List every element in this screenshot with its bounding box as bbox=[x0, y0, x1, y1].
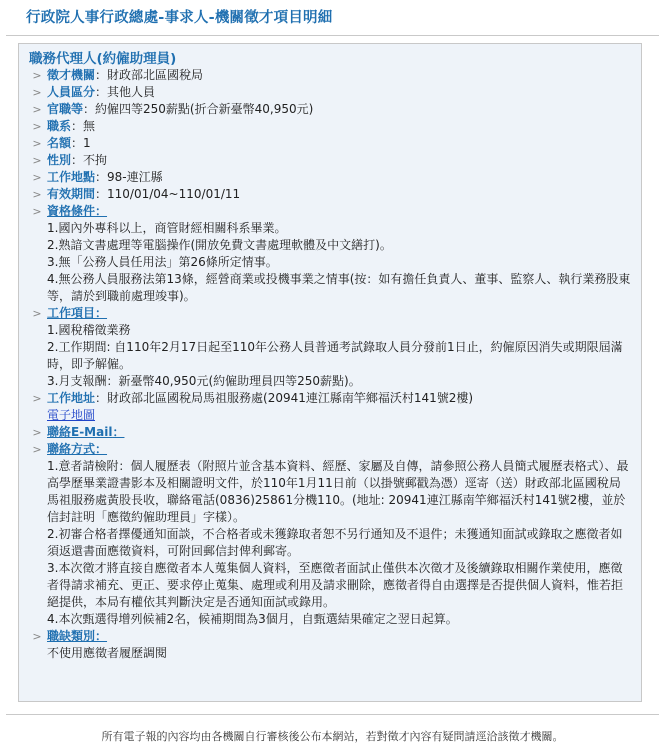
vacancy-type-header: > 職缺類別 ： bbox=[27, 628, 631, 645]
field-gender: > 性別 ： 不拘 bbox=[27, 152, 631, 169]
field-value: 無 bbox=[83, 119, 96, 133]
field-rank: > 官職等 ： 約僱四等250薪點(折合新臺幣40,950元) bbox=[27, 101, 631, 118]
field-quota: > 名額 ： 1 bbox=[27, 135, 631, 152]
list-item: 2.熟諳文書處理等電腦操作(開放免費文書處理軟體及中文繕打)。 bbox=[47, 238, 392, 252]
chevron-right-icon: > bbox=[32, 137, 42, 150]
field-value: 其他人員 bbox=[107, 85, 156, 99]
field-value: 1 bbox=[83, 136, 91, 150]
field-label: 名額 bbox=[47, 136, 72, 150]
field-work-location: > 工作地點 ： 98-連江縣 bbox=[27, 169, 631, 186]
field-value: 不拘 bbox=[83, 153, 108, 167]
field-label: 官職等 bbox=[47, 102, 84, 116]
list-item: 4.本次甄選得增列候補2名，候補期間為3個月，自甄選結果確定之翌日起算。 bbox=[47, 612, 458, 626]
email-label: 聯絡E-Mail bbox=[47, 425, 113, 439]
duties-list bbox=[47, 322, 631, 390]
field-value: 110/01/04~110/01/11 bbox=[107, 187, 241, 201]
list-item: 3.本次徵才將直接自應徵者本人蒐集個人資料，至應徵者面試止僅供本次徵才及後續錄取相關作業使用，應徵者得請求補充、更正、要求停止蒐集、處理或利用及請求刪除，應徵者得自由選擇是否提供個人資料，惟若拒絕提供，本局有權依其判斷決定是否通知面試或錄用。 bbox=[47, 561, 624, 609]
chevron-right-icon: > bbox=[32, 443, 42, 456]
bottom-divider bbox=[6, 714, 659, 715]
vacancy-type-label: 職缺類別 bbox=[47, 629, 96, 643]
duties-header: > 工作項目 ： bbox=[27, 305, 631, 322]
field-label: 工作地點 bbox=[47, 170, 96, 184]
field-label: 職系 bbox=[47, 119, 72, 133]
map-link-row bbox=[47, 407, 631, 424]
list-item: 4.無公務人員服務法第13條，經營商業或投機事業之情事(按：如有擔任負責人、董事、監察人、執行業務股東等，請於到職前處理竣事)。 bbox=[47, 272, 631, 303]
chevron-right-icon: > bbox=[32, 120, 42, 133]
field-label: 有效期間 bbox=[47, 187, 96, 201]
qualifications-header: > 資格條件 ： bbox=[27, 203, 631, 220]
field-value: 約僱四等250薪點(折合新臺幣40,950元) bbox=[95, 102, 314, 116]
qualifications-label: 資格條件 bbox=[47, 204, 96, 218]
chevron-right-icon: > bbox=[32, 630, 42, 643]
field-label: 人員區分 bbox=[47, 85, 96, 99]
field-label: 徵才機關 bbox=[47, 68, 96, 82]
chevron-right-icon: > bbox=[32, 171, 42, 184]
top-divider bbox=[6, 35, 659, 36]
contact-header: > 聯絡方式 ： bbox=[27, 441, 631, 458]
list-item: 1.意者請檢附：個人履歷表（附照片並含基本資料、經歷、家屬及自傳，請參照公務人員簡式履歷表格式）、最高學歷畢業證書影本及相關證明文件，於110年1月11日前（以掛號郵戳為憑）逕寄（送）財政部北區國稅局馬祖服務處黃股長收，聯絡電話(0836)25861分機110。(地址: 20941連江縣南竿鄉福沃村141號2樓，並於信封註明「應徵約僱助理員」字樣）。 bbox=[47, 459, 629, 524]
field-value: 財政部北區國稅局 bbox=[107, 68, 204, 82]
list-item: 2.初審合格者擇優通知面談，不合格者或未獲錄取者恕不另行通知及不退件；未獲通知面試或錄取之應徵者如須返還書面應徵資料，可附回郵信封俾利郵寄。 bbox=[47, 527, 623, 558]
detail-rows bbox=[27, 67, 631, 662]
field-agency: > 徵才機關 ： 財政部北區國稅局 bbox=[27, 67, 631, 84]
field-value: 98-連江縣 bbox=[107, 170, 163, 184]
chevron-right-icon: > bbox=[32, 426, 42, 439]
field-value: 財政部北區國稅局馬祖服務處(20941連江縣南竿鄉福沃村141號2樓) bbox=[107, 391, 474, 405]
vacancy-type-value: 不使用應徵者履歷調閱 bbox=[47, 646, 168, 660]
list-item: 1.國稅稽徵業務 bbox=[47, 323, 131, 337]
chevron-right-icon: > bbox=[32, 205, 42, 218]
list-item: 1.國內外專科以上，商管財經相關科系畢業。 bbox=[47, 221, 287, 235]
chevron-right-icon: > bbox=[32, 69, 42, 82]
chevron-right-icon: > bbox=[32, 392, 42, 405]
chevron-right-icon: > bbox=[32, 103, 42, 116]
field-label: 工作地址 bbox=[47, 391, 96, 405]
job-detail-panel bbox=[18, 43, 642, 702]
email-header: > 聯絡E-Mail ： bbox=[27, 424, 631, 441]
duties-label: 工作項目 bbox=[47, 306, 96, 320]
list-item: 3.月支報酬：新臺幣40,950元(約僱助理員四等250薪點)。 bbox=[47, 374, 361, 388]
list-item: 3.無「公務人員任用法」第26條所定情事。 bbox=[47, 255, 278, 269]
contact-list bbox=[47, 458, 631, 628]
field-job-series: > 職系 ： 無 bbox=[27, 118, 631, 135]
footer-note: 所有電子報的內容均由各機關自行審核後公布本網站，若對徵才內容有疑問請逕洽該徵才機關。 bbox=[101, 730, 564, 743]
map-link[interactable]: 電子地圖 bbox=[47, 408, 96, 422]
contact-label: 聯絡方式 bbox=[47, 442, 96, 456]
chevron-right-icon: > bbox=[32, 86, 42, 99]
field-personnel-type: > 人員區分 ： 其他人員 bbox=[27, 84, 631, 101]
field-work-address: > 工作地址 ： 財政部北區國稅局馬祖服務處(20941連江縣南竿鄉福沃村141號2樓) bbox=[27, 390, 631, 407]
qualifications-list bbox=[47, 220, 631, 305]
page-title: 行政院人事行政總處-事求人-機關徵才項目明細 bbox=[26, 10, 333, 26]
field-valid-period: > 有效期間 ： 110/01/04~110/01/11 bbox=[27, 186, 631, 203]
list-item: 2.工作期間: 自110年2月17日起至110年公務人員普通考試錄取人員分發前1日止，約僱原因消失或期限屆滿時，即予解僱。 bbox=[47, 340, 623, 371]
vacancy-type-value-row bbox=[47, 645, 631, 662]
chevron-right-icon: > bbox=[32, 188, 42, 201]
chevron-right-icon: > bbox=[32, 154, 42, 167]
section-title: 職務代理人(約僱助理員) bbox=[29, 51, 177, 67]
chevron-right-icon: > bbox=[32, 307, 42, 320]
field-label: 性別 bbox=[47, 153, 72, 167]
